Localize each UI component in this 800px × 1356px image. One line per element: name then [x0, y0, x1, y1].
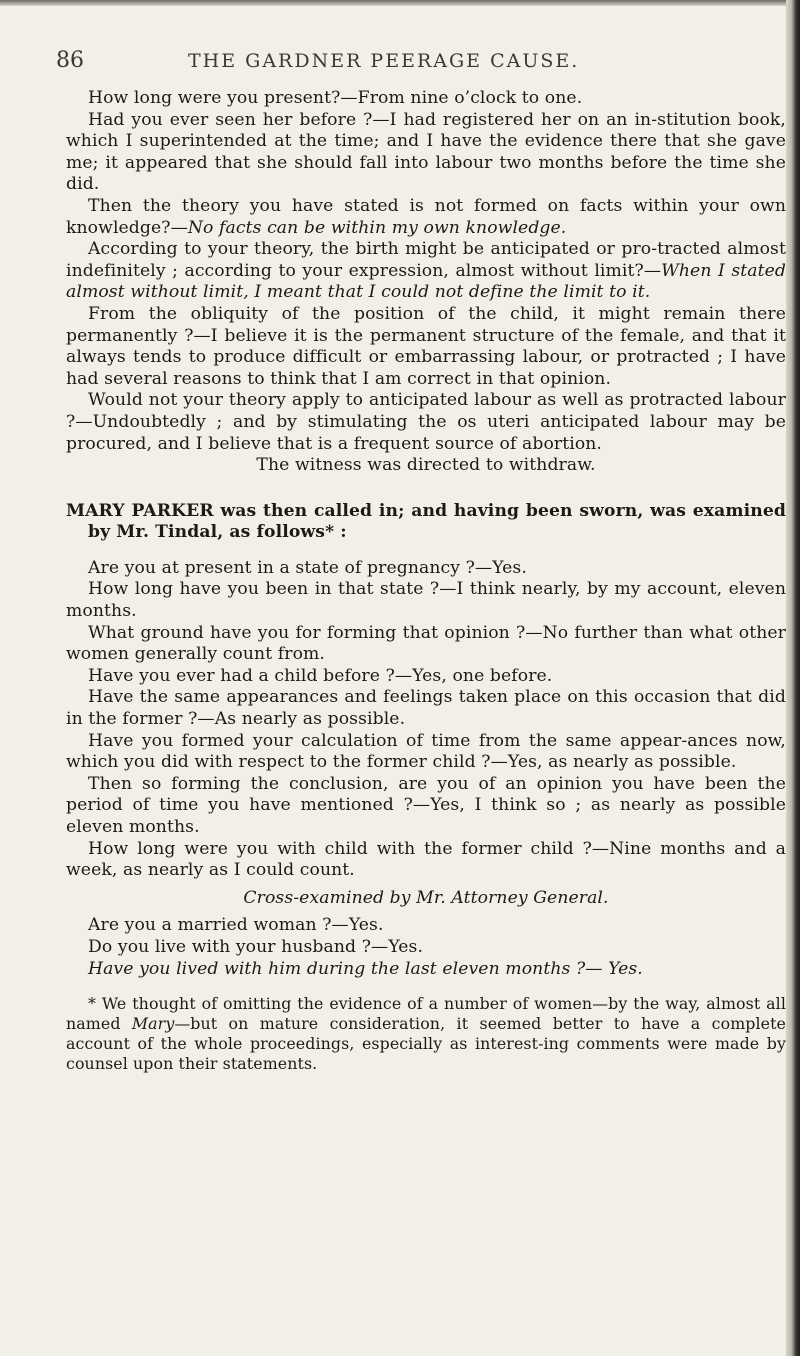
paragraph: Have you ever had a child before ?—Yes, one before.: [88, 665, 553, 686]
page-header: [56, 48, 776, 78]
paragraph: Do you live with your husband ?—Yes.: [88, 936, 424, 957]
footnote-italic: Mary: [131, 1014, 175, 1034]
paragraph: Then so forming the conclusion, are you of an opinion you have been the period of time you have mentioned ?—Yes, I think so ; as nearly as possible eleven months.: [66, 773, 786, 837]
paragraph: What ground have you for forming that opinion ?—No further than what other women generally count from.: [66, 622, 786, 665]
running-title: THE GARDNER PEERAGE CAUSE.: [188, 50, 580, 72]
spacer: [66, 980, 786, 994]
paragraph: Would not your theory apply to anticipated labour as well as protracted labour ?—Undoubtedly ; and by stimulating the os uteri anticipated labour may be procured, and I believe that is a frequent source of abortion.: [66, 390, 786, 454]
page-top-shadow: [0, 0, 800, 6]
answer-text: When I stated almost without limit, I meant that I could not define the limit to it.: [66, 260, 786, 303]
question-text: According to your theory, the birth might be anticipated or pro-tracted almost indefinitely ; according to your expression, almost without limit?—: [66, 239, 786, 281]
page-number: 86: [56, 48, 84, 73]
paragraph: Have you formed your calculation of time from the same appear-ances now, which you did with respect to the former child ?—Yes, as nearly as possible.: [66, 730, 786, 773]
footnote: [66, 994, 786, 1074]
book-gutter-edge: [786, 0, 800, 1356]
cross-examination-heading: Cross-examined by Mr. Attorney General.: [243, 887, 609, 908]
paragraph: Have the same appearances and feelings taken place on this occasion that did in the former ?—As nearly as possible.: [66, 687, 786, 730]
paragraph: How long have you been in that state ?—I think nearly, by my account, eleven months.: [66, 579, 786, 622]
paragraph: [66, 239, 786, 304]
paragraph: How long were you with child with the former child ?—Nine months and a week, as nearly as I could count.: [66, 838, 786, 881]
spacer: [66, 544, 786, 558]
footnote-text: —but on mature consideration, it seemed better to have a complete account of the whole proceedings, especially as interest-ing comments were made by counsel upon their statements.: [66, 1014, 786, 1074]
witness-introduction: MARY PARKER was then called in; and having been sworn, was examined by Mr. Tindal, as follows* :: [66, 500, 786, 543]
spacer: [66, 477, 786, 501]
paragraph: From the obliquity of the position of the child, it might remain there permanently ?—I believe it is the permanent structure of the female, and that it always tends to produce difficult or embarrassing labour, or protracted ; I have had several reasons to think that I am correct in that opinion.: [66, 303, 786, 389]
paragraph: Have you lived with him during the last eleven months ?— Yes.: [88, 958, 643, 979]
answer-text: No facts can be within my own knowledge.: [187, 217, 567, 238]
paragraph: Had you ever seen her before ?—I had registered her on an in-stitution book, which I superintended at the time; and I have the evidence there that she gave me; it appeared that she should fall into labour two months before the time she did.: [66, 109, 786, 195]
paragraph: [66, 196, 786, 239]
footnote-text: * We thought of omitting the evidence of a number of women—by the way, almost all named: [66, 994, 786, 1034]
page-body: [66, 88, 786, 1074]
paragraph: Are you a married woman ?—Yes.: [88, 915, 384, 936]
witness-withdraw-note: The witness was directed to withdraw.: [256, 455, 596, 476]
paragraph: Are you at present in a state of pregnancy ?—Yes.: [88, 557, 527, 578]
paragraph: How long were you present?—From nine o’clock to one.: [88, 88, 583, 108]
question-text: Then the theory you have stated is not formed on facts within your own knowledge?—: [66, 195, 786, 238]
